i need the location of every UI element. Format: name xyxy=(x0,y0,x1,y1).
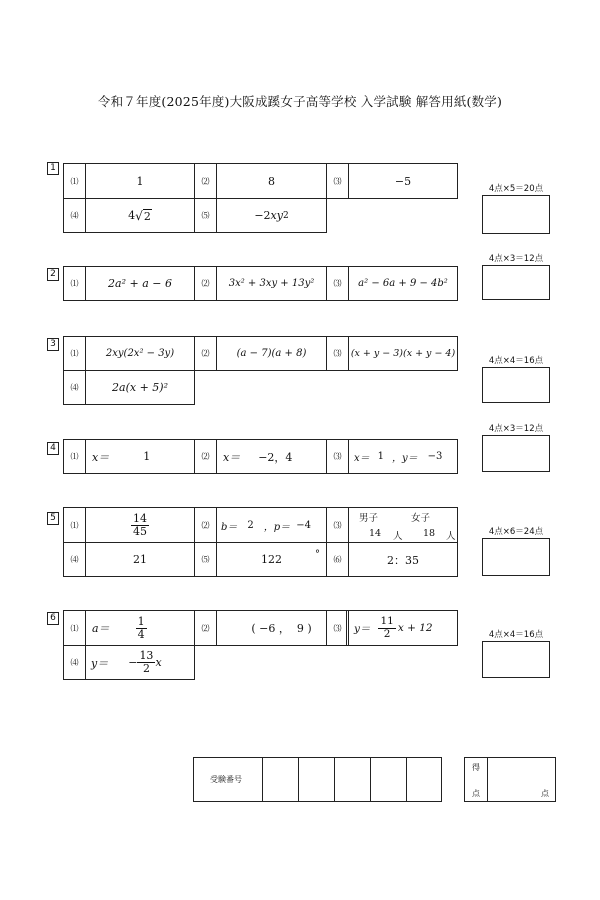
sqrt-icon: √ xyxy=(135,208,143,223)
q6-a-label: a＝ xyxy=(92,622,110,635)
q4-score-box[interactable] xyxy=(482,435,550,472)
q5-boy-value: 14 xyxy=(369,528,382,539)
q5-answer-4[interactable]: 21 xyxy=(85,542,195,577)
q1-a4-radicand: 2 xyxy=(143,209,151,223)
score-label-top: 得 xyxy=(472,763,480,772)
q5-girl-value: 18 xyxy=(423,528,436,539)
q5-score-box[interactable] xyxy=(482,538,550,576)
q1-label-3: ⑶ xyxy=(326,163,349,199)
q6-a-fraction xyxy=(136,616,147,640)
q5-label-6: ⑹ xyxy=(326,542,349,577)
q2-label-1: ⑴ xyxy=(63,266,86,301)
q5-boy-unit: 人 xyxy=(393,531,403,542)
q5-label-5: ⑸ xyxy=(194,542,217,577)
q5-answer-1[interactable] xyxy=(85,507,195,543)
q5-label-1: ⑴ xyxy=(63,507,86,543)
q2-points: 4点×3＝12点 xyxy=(488,254,544,264)
q6-y-num: 11 xyxy=(380,615,394,628)
page-title: 令和７年度(2025年度)大阪成蹊女子高等学校 入学試験 解答用紙(数学) xyxy=(97,94,503,109)
question-number-5: 5 xyxy=(47,512,59,525)
q5-frac-num: 14 xyxy=(133,511,147,525)
q6-label-4: ⑷ xyxy=(63,645,86,680)
score-unit: 点 xyxy=(541,789,549,798)
total-score-field[interactable] xyxy=(488,758,555,801)
q6-a-den: 4 xyxy=(137,627,145,641)
q5-girl-unit: 人 xyxy=(446,531,456,542)
question-number-1: 1 xyxy=(47,162,59,175)
q4-x-value-1: 1 xyxy=(143,450,151,463)
exam-number-box xyxy=(193,757,442,802)
q5-points: 4点×6＝24点 xyxy=(488,527,544,537)
q6-y2-num: 13 xyxy=(139,649,154,663)
question-number-6: 6 xyxy=(47,612,59,625)
q6-y2-rest: x xyxy=(155,656,162,669)
q5-fraction xyxy=(131,513,149,537)
q6-y2-sign: − xyxy=(128,656,138,669)
question-number-3: 3 xyxy=(47,338,59,351)
q5-label-4: ⑷ xyxy=(63,542,86,577)
exam-digit-2[interactable] xyxy=(298,758,335,801)
q1-a5-sign: −2 xyxy=(254,209,271,222)
q4-label-2: ⑵ xyxy=(194,439,217,474)
q5-answer-6[interactable]: 2：35 xyxy=(348,542,458,577)
q3-answer-3[interactable]: (x + y − 3)(x + y − 4) xyxy=(348,336,458,371)
q4-x-value-3: 1 xyxy=(377,451,385,462)
q3-score-box[interactable] xyxy=(482,367,550,403)
q3-label-2: ⑵ xyxy=(194,336,217,371)
q6-points: 4点×4＝16点 xyxy=(488,630,544,640)
q6-label-3: ⑶ xyxy=(326,610,349,646)
q6-y-rest: x + 12 xyxy=(397,622,433,634)
exam-number-label: 受験番号 xyxy=(210,775,242,784)
q1-answer-1[interactable]: 1 xyxy=(85,163,195,199)
q5-answer-2[interactable] xyxy=(216,507,327,543)
q6-label-2: ⑵ xyxy=(194,610,217,646)
question-number-4: 4 xyxy=(47,442,59,455)
q5-frac-den: 45 xyxy=(133,524,147,538)
q1-answer-2[interactable]: 8 xyxy=(216,163,327,199)
q1-a4-coef: 4 xyxy=(128,209,136,222)
q1-score-box[interactable] xyxy=(482,195,550,234)
q6-a-num: 1 xyxy=(137,614,145,628)
q5-b-value: 2 xyxy=(247,519,254,531)
q1-a5-exp: 2 xyxy=(282,210,289,221)
question-number-2: 2 xyxy=(47,268,59,281)
q2-label-3: ⑶ xyxy=(326,266,349,301)
q6-answer-1[interactable] xyxy=(85,610,195,646)
score-label-bottom: 点 xyxy=(472,789,480,798)
q2-score-box[interactable] xyxy=(482,265,550,300)
q6-answer-2[interactable]: ( −6 ， 9 ) xyxy=(216,610,347,646)
q4-x-label-3: x＝ xyxy=(354,453,370,464)
q6-y-label: y＝ xyxy=(354,622,371,635)
q1-label-2: ⑵ xyxy=(194,163,217,199)
q3-points: 4点×4＝16点 xyxy=(488,356,544,366)
q3-label-4: ⑷ xyxy=(63,370,86,405)
q1-label-4: ⑷ xyxy=(63,198,86,233)
q6-y2-den: 2 xyxy=(142,662,150,675)
q2-answer-1[interactable]: 2a² + a − 6 xyxy=(85,266,195,301)
q5-label-3: ⑶ xyxy=(326,507,349,543)
exam-digit-1[interactable] xyxy=(262,758,299,801)
score-label-column xyxy=(465,758,488,801)
q4-points: 4点×3＝12点 xyxy=(488,424,544,434)
degree-icon: ° xyxy=(315,549,320,560)
q2-answer-2[interactable]: 3x² + 3xy + 13y² xyxy=(216,266,327,301)
q4-x-label-1: x＝ xyxy=(92,450,110,464)
q3-answer-4[interactable]: 2a(x + 5)² xyxy=(85,370,195,405)
q5-p-value: −4 xyxy=(296,519,311,531)
q3-answer-2[interactable]: (a − 7)(a + 8) xyxy=(216,336,327,371)
q5-girl-label: 女子 xyxy=(411,513,431,524)
q6-y-den: 2 xyxy=(383,627,391,640)
q5-b-label: b＝ xyxy=(221,521,238,533)
q1-answer-3[interactable]: −5 xyxy=(348,163,458,199)
q1-label-5: ⑸ xyxy=(194,198,217,233)
q4-label-1: ⑴ xyxy=(63,439,86,474)
q6-y2-label: y＝ xyxy=(91,656,109,670)
q4-x-label-2: x＝ xyxy=(223,450,241,464)
q1-answer-5[interactable] xyxy=(216,198,327,233)
q4-x-value-2: −2，4 xyxy=(258,450,293,464)
q1-answer-4[interactable] xyxy=(85,198,195,233)
q5-answer-5[interactable] xyxy=(216,542,327,577)
q3-label-3: ⑶ xyxy=(326,336,349,371)
q4-y-label: ，y＝ xyxy=(392,453,418,464)
q5-a5-value: 122 xyxy=(261,553,282,566)
q5-p-label: ，p＝ xyxy=(263,521,291,533)
q6-answer-3[interactable] xyxy=(348,610,458,646)
exam-digit-3[interactable] xyxy=(334,758,371,801)
q1-label-1: ⑴ xyxy=(63,163,86,199)
q5-boy-label: 男子 xyxy=(359,513,379,524)
q4-answer-2[interactable] xyxy=(216,439,327,474)
q4-answer-1[interactable] xyxy=(85,439,195,474)
total-score-box xyxy=(464,757,556,802)
q4-label-3: ⑶ xyxy=(326,439,349,474)
q5-answer-3[interactable] xyxy=(348,507,458,543)
q4-y-value: −3 xyxy=(427,451,443,462)
q6-y-fraction xyxy=(378,616,395,639)
q1-a5-var: xy xyxy=(270,209,283,222)
exam-digit-4[interactable] xyxy=(370,758,407,801)
q3-label-1: ⑴ xyxy=(63,336,86,371)
q3-answer-1[interactable]: 2xy(2x² − 3y) xyxy=(85,336,195,371)
q6-y2-fraction xyxy=(137,650,155,674)
q6-score-box[interactable] xyxy=(482,641,550,678)
q2-label-2: ⑵ xyxy=(194,266,217,301)
q1-points: 4点×5＝20点 xyxy=(488,184,544,194)
q5-label-2: ⑵ xyxy=(194,507,217,543)
q2-answer-3[interactable]: a² − 6a + 9 − 4b² xyxy=(348,266,458,301)
q4-answer-3[interactable] xyxy=(348,439,458,474)
q6-answer-4[interactable] xyxy=(85,645,195,680)
exam-digit-5[interactable] xyxy=(406,758,442,801)
q6-label-1: ⑴ xyxy=(63,610,86,646)
